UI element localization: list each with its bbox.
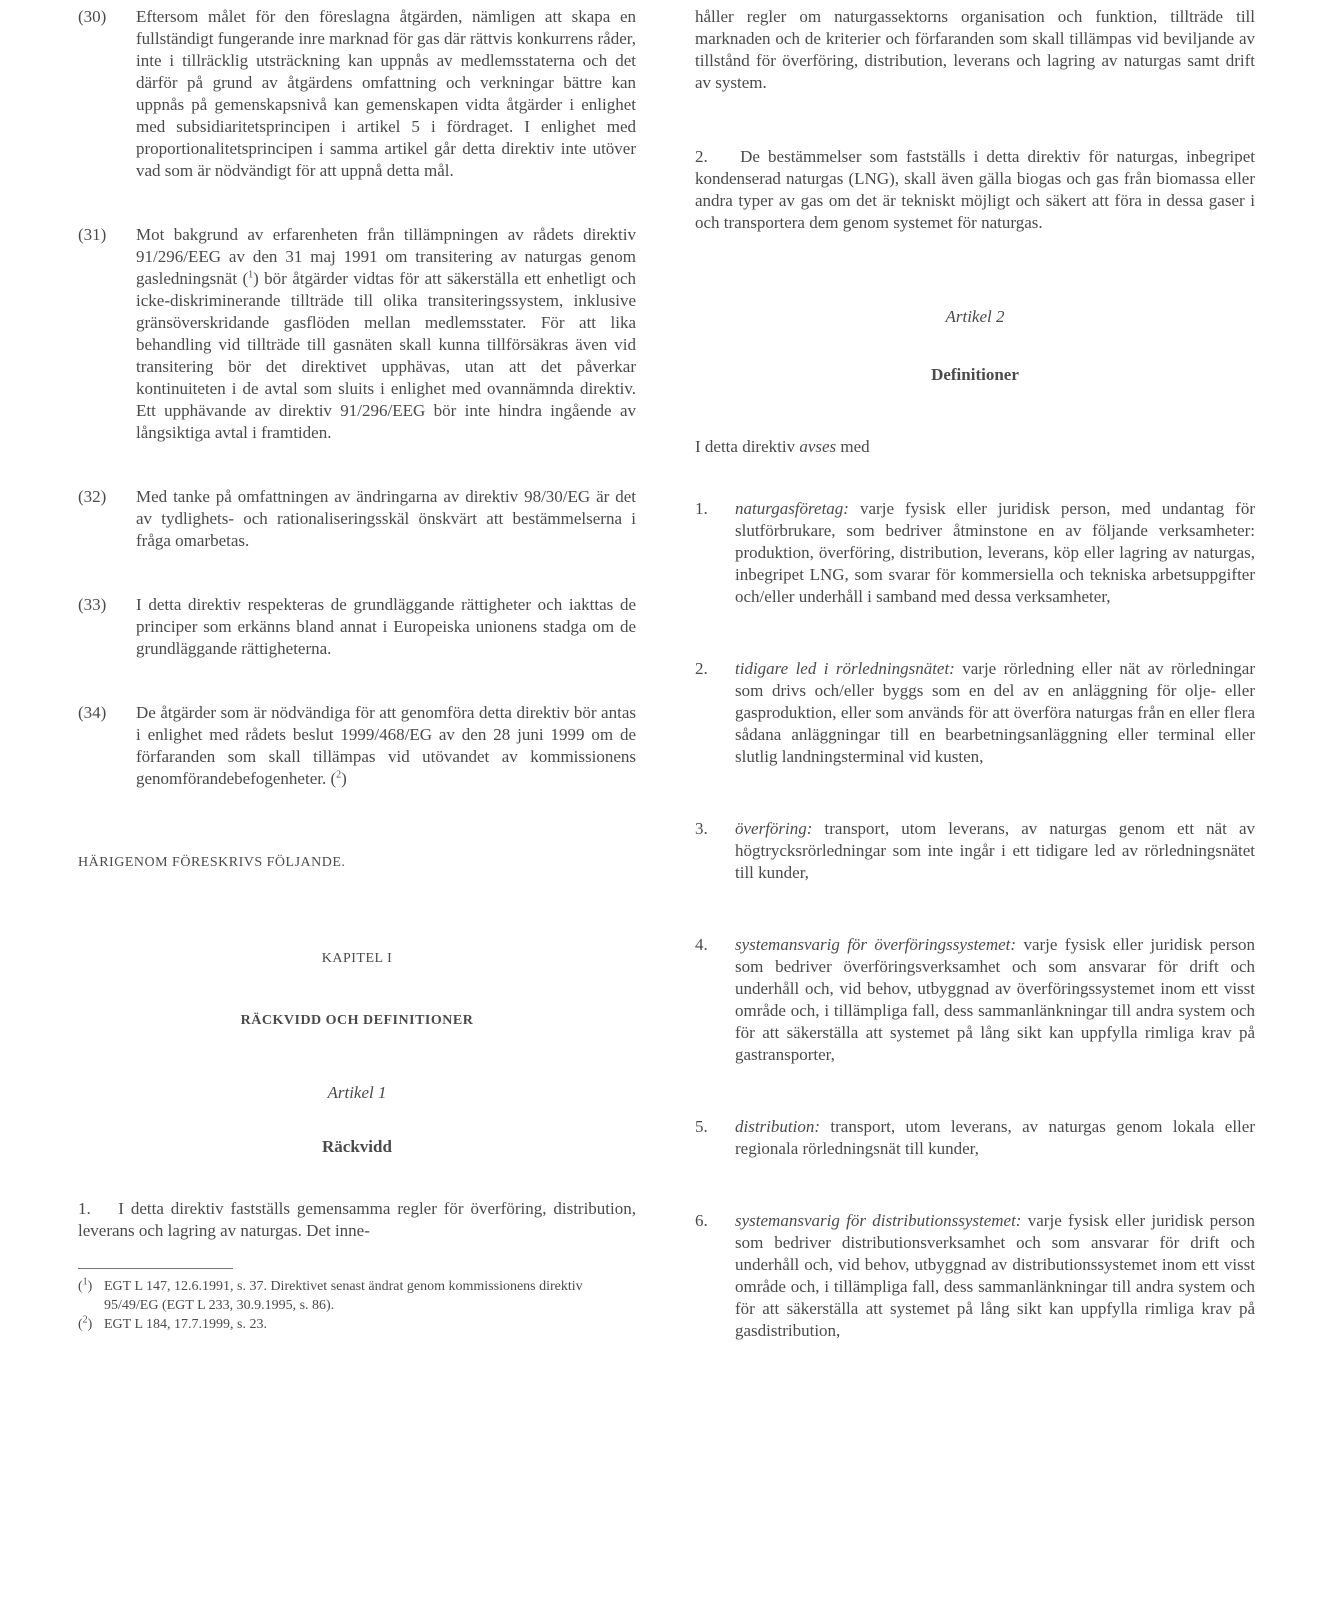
recital-30 xyxy=(78,6,636,182)
article-1-paragraph-2: 2. De bestämmelser som fastställs i detta direktiv för naturgas, inbegripet kondenserad naturgas (LNG), skall även gälla biogas och gas från biomassa eller andra typer av gas om det är tekniskt möjligt och säkert att föra in dessa gaser i och transportera dem genom systemet för naturgas. xyxy=(695,147,1255,232)
recital-34 xyxy=(78,702,636,790)
definition-term: distribution: xyxy=(735,1117,821,1136)
definition-term: överföring: xyxy=(735,819,813,838)
definition-4: 4. systemansvarig för överföringssystemet: varje fysisk eller juridisk person som bedriver överföringsverksamhet och som ansvarar för drift och underhåll och, vid behov, utbyggnad av överföringssystemet inom ett visst område och, i tillämpliga fall, dess sammanlänkningar till andra system och för att säkerställa att systemet på lång sikt kan uppfylla rimliga krav på gastransporter, xyxy=(695,935,1255,1064)
article-1-paragraph-1: 1. I detta direktiv fastställs gemensamma regler för överföring, distribution, leverans och lagring av naturgas. Det inne- xyxy=(78,1199,637,1240)
definitions-intro: I detta direktiv avses med xyxy=(695,437,870,456)
recital-33 xyxy=(78,594,636,660)
recital-number: (32) xyxy=(78,487,107,506)
recital-number: (33) xyxy=(78,595,107,614)
recital-number: (31) xyxy=(78,225,107,244)
chapter-heading: KAPITEL I xyxy=(321,951,393,966)
recital-text: Mot bakgrund av erfarenheten från tillämpningen av rådets direktiv 91/296/EEG av den 31 maj 1991 om transitering av naturgas genom gasledningsnät ($^1$) bör åtgärder vidtas för att säkerställa ett enhetligt och icke-diskriminerande tillträde till olika transiteringssystem, inklusive gränsöverskridande gasflöden mellan medlemsstater. För att lika behandling vid tillträde till gasnäten skall kunna tillförsäkras även vid transitering bör det direktivet upphävas, utan att det påverkar kontinuiteten i de avtal som sluits i enlighet med ovannämnda direktiv. Ett upphävande av direktiv 91/296/EEG bör inte hindra ingående av långsiktiga avtal i framtiden. xyxy=(136,225,636,442)
left-column xyxy=(78,6,636,1334)
recital-32 xyxy=(78,486,636,552)
recital-text: Med tanke på omfattningen av ändringarna av direktiv 98/30/EG är det av tydlighets- och rationaliseringsskäl önskvärt att bestämmelserna i fråga omarbetas. xyxy=(136,487,636,550)
definition-term: systemansvarig för distributionssystemet: xyxy=(735,1211,1022,1230)
right-column xyxy=(695,6,1255,1342)
chapter-title: RÄCKVIDD OCH DEFINITIONER xyxy=(240,1013,474,1028)
footnote-ref[interactable]: 1 xyxy=(248,269,254,281)
footnote-divider xyxy=(78,1268,233,1269)
footnote-2: ($^2$) EGT L 184, 17.7.1999, s. 23. xyxy=(78,1315,636,1334)
recital-number: (30) xyxy=(78,7,107,26)
footnote-text: EGT L 184, 17.7.1999, s. 23. xyxy=(104,1317,267,1332)
definition-1: 1. naturgasföretag: varje fysisk eller juridisk person, med undantag för slutförbrukare, som bedriver åtminstone en av följande verksamheter: produktion, överföring, distribution, leverans, köp eller lagring av naturgas, inbegripet LNG, som svarar för kommersiella och tekniska arbetsuppgifter och/eller underhåll i samband med dessa verksamheter, xyxy=(695,499,1255,606)
footnote-ref[interactable]: 2 xyxy=(336,769,342,781)
enacting-formula: HÄRIGENOM FÖRESKRIVS FÖLJANDE. xyxy=(78,855,346,870)
definition-term: naturgasföretag: xyxy=(735,499,849,518)
article-2-heading: Artikel 2 xyxy=(945,307,1005,326)
recital-text: I detta direktiv respekteras de grundläggande rättigheter och iakttas de principer som erkänns bland annat i Europeiska unionens stadga om de grundläggande rättigheterna. xyxy=(136,595,636,658)
recital-31 xyxy=(78,224,636,444)
recital-number: (34) xyxy=(78,703,107,722)
definition-2: 2. tidigare led i rörledningsnätet: varje rörledning eller nät av rörledningar som drivs och/eller byggs som en del av en anläggning för olje- eller gasproduktion, eller som används för att överföra naturgas från en eller flera sådana anläggningar till en bearbetningsanläggning eller terminal eller slutlig landningsterminal vid kusten, xyxy=(695,659,1256,766)
definition-term: systemansvarig för överföringssystemet: xyxy=(735,935,1017,954)
recital-text: Eftersom målet för den föreslagna åtgärden, nämligen att skapa en fullständigt fungerande inre marknad för gas där rättvis konkurrens råder, inte i tillräcklig utsträckning kan uppnås av medlemsstaterna och det därför på grund av åtgärdens omfattning och verkningar bättre kan uppnås på gemenskapsnivå kan gemenskapen vidta åtgärder i enlighet med subsidiaritetsprincipen i artikel 5 i fördraget. I enlighet med proportionalitetsprincipen i samma artikel går detta direktiv inte utöver vad som är nödvändigt för att uppnå detta mål. xyxy=(136,7,636,180)
article-2-title: Definitioner xyxy=(931,365,1019,384)
footnote-1: ($^1$) EGT L 147, 12.6.1991, s. 37. Direktivet senast ändrat genom kommissionens direktiv 95/49/EG (EGT L 233, 30.9.1995, s. 86). xyxy=(78,1277,636,1315)
article-1-heading: Artikel 1 xyxy=(327,1083,387,1102)
definition-6: 6. systemansvarig för distributionssystemet: varje fysisk eller juridisk person som bedriver distributionsverksamhet och som ansvarar för drift och underhåll och, vid behov, utbyggnad av distributionssystemet inom ett visst område och, i tillämpliga fall, dess sammanlänkningar till andra system och för att säkerställa att systemet på lång sikt kan uppfylla rimliga krav på gasdistribution, xyxy=(695,1211,1255,1340)
definition-3: 3. överföring: transport, utom leverans, av naturgas genom ett nät av högtrycksrörledningar som inte ingår i ett tidigare led av rörledningsnätet till kunder, xyxy=(695,819,1255,882)
footnote-text: EGT L 147, 12.6.1991, s. 37. Direktivet senast ändrat genom kommissionens direktiv 95/49/EG (EGT L 233, 30.9.1995, s. 86). xyxy=(104,1279,583,1313)
article-1-title: Räckvidd xyxy=(322,1137,392,1156)
definition-5: 5. distribution: transport, utom leverans, av naturgas genom lokala eller regionala rörledningsnät till kunder, xyxy=(695,1117,1255,1158)
recital-text: De åtgärder som är nödvändiga för att genomföra detta direktiv bör antas i enlighet med rådets beslut 1999/468/EG av den 28 juni 1999 om de förfaranden som skall tillämpas vid utövandet av kommissionens genomförandebefogenheter. ($^2$) xyxy=(136,703,636,788)
definition-term: tidigare led i rörledningsnätet: xyxy=(735,659,955,678)
article-1-continuation: håller regler om naturgassektorns organisation och funktion, tillträde till marknaden och de kriterier och förfaranden som skall tillämpas vid beviljande av tillstånd för överföring, distribution, leverans och lagring av naturgas samt drift av system. xyxy=(695,7,1255,92)
